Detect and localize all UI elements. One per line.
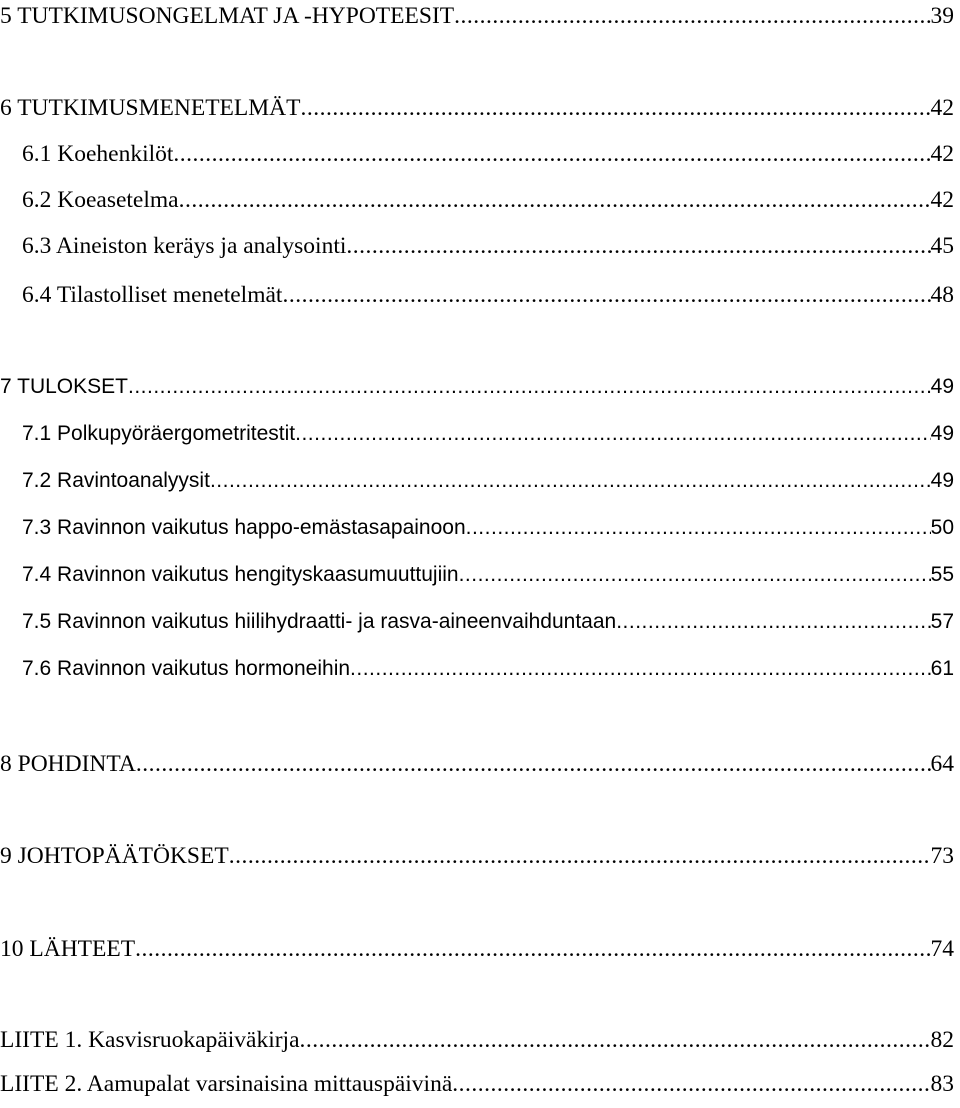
toc-entry-title: 9 JOHTOPÄÄTÖKSET — [0, 843, 229, 869]
toc-dot-leader — [346, 232, 930, 260]
toc-entry-title: 7.1 Polkupyöräergometritestit — [22, 422, 296, 445]
toc-entry-title: 7.3 Ravinnon vaikutus happo-emästasapainoon — [22, 516, 466, 539]
toc-entry-page: 49 — [930, 469, 954, 492]
toc-entry-section-7-2[interactable] — [0, 467, 954, 495]
toc-entry-title: 6 TUTKIMUSMENETELMÄT — [0, 95, 301, 121]
toc-dot-leader — [136, 750, 931, 778]
toc-entry-page: 82 — [930, 1027, 954, 1053]
toc-dot-leader — [135, 935, 930, 963]
toc-entry-chapter-6[interactable] — [0, 94, 954, 122]
toc-entry-title: 8 POHDINTA — [0, 751, 136, 777]
toc-entry-section-6-1[interactable] — [0, 140, 954, 168]
toc-dot-leader — [173, 140, 930, 168]
toc-entry-page: 55 — [930, 563, 954, 586]
toc-entry-chapter-9[interactable] — [0, 842, 954, 870]
toc-dot-leader — [452, 1070, 930, 1098]
toc-dot-leader — [295, 420, 931, 448]
toc-entry-chapter-5[interactable] — [0, 2, 954, 30]
toc-entry-title: 10 LÄHTEET — [0, 936, 136, 962]
toc-entry-section-7-4[interactable] — [0, 561, 954, 589]
toc-dot-leader — [300, 94, 930, 122]
toc-entry-section-6-2[interactable] — [0, 186, 954, 214]
toc-entry-page: 45 — [930, 233, 954, 259]
toc-entry-page: 64 — [930, 751, 954, 777]
toc-entry-chapter-7[interactable] — [0, 373, 954, 401]
toc-entry-title: 6.1 Koehenkilöt — [22, 141, 174, 167]
toc-entry-page: 48 — [930, 282, 954, 308]
toc-entry-page: 74 — [930, 936, 954, 962]
toc-entry-section-7-1[interactable] — [0, 420, 954, 448]
toc-entry-title: 7 TULOKSET — [0, 375, 128, 398]
toc-entry-title: 6.2 Koeasetelma — [22, 187, 179, 213]
toc-dot-leader — [128, 373, 931, 401]
toc-dot-leader — [350, 655, 931, 683]
toc-entry-page: 49 — [930, 375, 954, 398]
toc-entry-title: 7.5 Ravinnon vaikutus hiilihydraatti- ja rasva-aineenvaihduntaan — [22, 610, 617, 633]
toc-entry-page: 61 — [930, 657, 954, 680]
toc-entry-title: LIITE 2. Aamupalat varsinaisina mittauspäivinä — [0, 1071, 453, 1097]
toc-dot-leader — [179, 186, 931, 214]
toc-entry-page: 49 — [930, 422, 954, 445]
toc-dot-leader — [454, 2, 930, 30]
toc-entry-section-6-4[interactable] — [0, 281, 954, 309]
toc-entry-chapter-10[interactable] — [0, 935, 954, 963]
toc-entry-page: 39 — [930, 3, 954, 29]
toc-entry-section-7-3[interactable] — [0, 514, 954, 542]
toc-entry-page: 42 — [930, 141, 954, 167]
toc-entry-section-7-5[interactable] — [0, 608, 954, 636]
toc-entry-title: 7.6 Ravinnon vaikutus hormoneihin — [22, 657, 351, 680]
toc-entry-title: 7.4 Ravinnon vaikutus hengityskaasumuuttujiin — [22, 563, 459, 586]
toc-entry-title: 6.4 Tilastolliset menetelmät — [22, 282, 283, 308]
toc-entry-appendix-2[interactable] — [0, 1070, 954, 1098]
toc-entry-chapter-8[interactable] — [0, 750, 954, 778]
toc-entry-page: 57 — [930, 610, 954, 633]
toc-entry-title: 5 TUTKIMUSONGELMAT JA -HYPOTEESIT — [0, 3, 455, 29]
toc-entry-section-7-6[interactable] — [0, 655, 954, 683]
toc-entry-appendix-1[interactable] — [0, 1026, 954, 1054]
toc-entry-page: 42 — [930, 187, 954, 213]
toc-dot-leader — [459, 561, 931, 589]
toc-dot-leader — [466, 514, 931, 542]
toc-entry-title: 7.2 Ravintoanalyysit — [22, 469, 210, 492]
toc-dot-leader — [210, 467, 931, 495]
toc-entry-title: 6.3 Aineiston keräys ja analysointi — [22, 233, 347, 259]
toc-entry-title: LIITE 1. Kasvisruokapäiväkirja — [0, 1027, 300, 1053]
toc-dot-leader — [616, 608, 930, 636]
toc-dot-leader — [229, 842, 931, 870]
toc-entry-page: 73 — [930, 843, 954, 869]
toc-dot-leader — [282, 281, 930, 309]
toc-entry-page: 83 — [930, 1071, 954, 1097]
toc-entry-page: 50 — [930, 516, 954, 539]
toc-dot-leader — [300, 1026, 931, 1054]
toc-entry-page: 42 — [930, 95, 954, 121]
toc-entry-section-6-3[interactable] — [0, 232, 954, 260]
